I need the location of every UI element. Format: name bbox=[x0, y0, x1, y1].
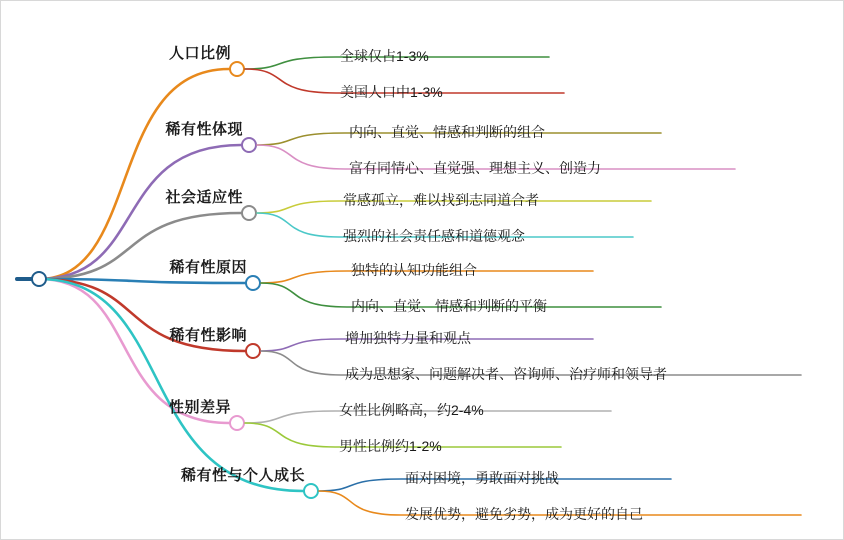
node-marker[interactable] bbox=[246, 344, 260, 358]
node-marker[interactable] bbox=[242, 138, 256, 152]
node-marker[interactable] bbox=[230, 416, 244, 430]
leaf-label-1-2[interactable]: 美国人口中1-3% bbox=[340, 84, 443, 100]
leaf-label-5-2[interactable]: 成为思想家、问题解决者、咨询师、治疗师和领导者 bbox=[345, 366, 667, 382]
connector-line bbox=[39, 279, 303, 491]
branch-label-6[interactable]: 性别差异 bbox=[168, 399, 231, 416]
node-marker[interactable] bbox=[242, 206, 256, 220]
branch-label-7[interactable]: 稀有性与个人成长 bbox=[180, 467, 305, 484]
leaf-label-4-1[interactable]: 独特的认知功能组合 bbox=[351, 262, 477, 278]
leaf-label-3-1[interactable]: 常感孤立，难以找到志同道合者 bbox=[343, 192, 539, 208]
leaf-label-3-2[interactable]: 强烈的社会责任感和道德观念 bbox=[343, 228, 525, 244]
branch-label-3[interactable]: 社会适应性 bbox=[165, 189, 243, 206]
leaf-label-1-1[interactable]: 全球仅占1-3% bbox=[340, 48, 429, 64]
leaf-label-7-2[interactable]: 发展优势，避免劣势，成为更好的自己 bbox=[405, 506, 643, 522]
branch-label-5[interactable]: 稀有性影响 bbox=[169, 327, 247, 344]
leaf-label-5-1[interactable]: 增加独特力量和观点 bbox=[345, 330, 471, 346]
branch-label-4[interactable]: 稀有性原因 bbox=[169, 259, 247, 276]
node-marker[interactable] bbox=[246, 276, 260, 290]
leaf-label-2-1[interactable]: 内向、直觉、情感和判断的组合 bbox=[349, 124, 545, 140]
node-marker[interactable] bbox=[32, 272, 46, 286]
leaf-label-6-2[interactable]: 男性比例约1-2% bbox=[339, 438, 442, 454]
leaf-label-4-2[interactable]: 内向、直觉、情感和判断的平衡 bbox=[351, 298, 547, 314]
leaf-label-7-1[interactable]: 面对困境，勇敢面对挑战 bbox=[405, 470, 559, 486]
branch-label-2[interactable]: 稀有性体现 bbox=[165, 121, 243, 138]
node-marker[interactable] bbox=[304, 484, 318, 498]
connector-line bbox=[39, 69, 229, 279]
leaf-label-2-2[interactable]: 富有同情心、直觉强、理想主义、创造力 bbox=[349, 160, 601, 176]
leaf-label-6-1[interactable]: 女性比例略高，约2-4% bbox=[339, 402, 484, 418]
node-marker[interactable] bbox=[230, 62, 244, 76]
branch-label-1[interactable]: 人口比例 bbox=[168, 45, 231, 62]
